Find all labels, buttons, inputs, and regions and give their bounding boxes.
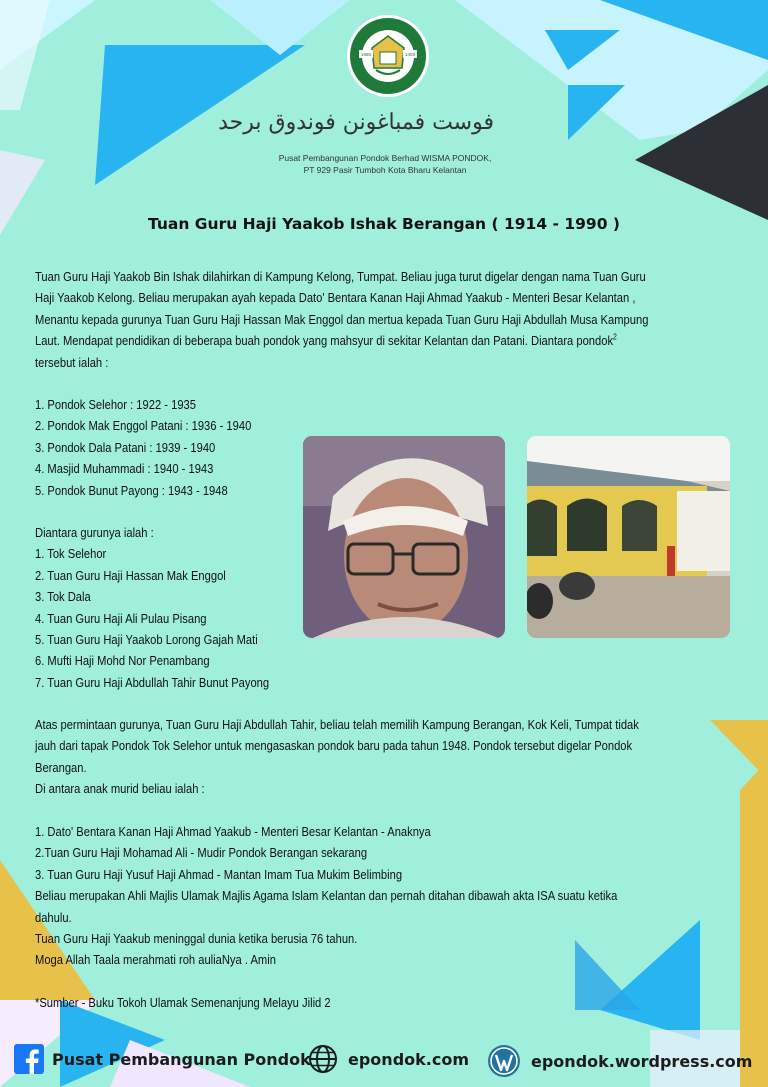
closing-line: 3. Tuan Guru Haji Yusuf Haji Ahmad - Mantan Imam Tua Mukim Belimbing [35,866,403,882]
closing-line: dahulu. [35,909,72,925]
list-item: 7. Tuan Guru Haji Abdullah Tahir Bunut Payong [35,674,270,690]
closing-line: 2.Tuan Guru Haji Mohamad Ali - Mudir Pondok Berangan sekarang [35,845,368,861]
intro-line: tersebut ialah : [35,354,109,370]
pondok-list [35,394,251,501]
page-title: Tuan Guru Haji Yaakob Ishak Berangan ( 1914 - 1990 ) [148,215,620,233]
facebook-icon [14,1044,44,1074]
logo-year-left: 1988 [360,52,372,57]
website-link[interactable] [308,1044,469,1074]
list-item: 3. Tok Dala [35,589,91,605]
closing-line [35,971,639,992]
intro-paragraph [35,266,648,373]
facebook-label: Pusat Pembangunan Pondok [52,1049,311,1069]
list-item: 5. Pondok Bunut Payong : 1943 - 1948 [35,482,228,498]
closing-line: Moga Allah Taala merahmati roh auliaNya . Amin [35,952,276,968]
intro-line: Menantu kepada gurunya Tuan Guru Haji Hassan Mak Enggol dan mertua kepada Tuan Guru Haji Abdullah Musa Kampung [35,311,649,327]
wordpress-link[interactable] [487,1044,752,1078]
wordpress-label: epondok.wordpress.com [531,1051,753,1071]
closing-line: Tuan Guru Haji Yaakub meninggal dunia ketika berusia 76 tahun. [35,931,358,947]
list-item: 5. Tuan Guru Haji Yaakob Lorong Gajah Mati [35,632,258,648]
closing-line: Berangan. [35,759,87,775]
list-item: 4. Masjid Muhammadi : 1940 - 1943 [35,461,214,477]
list-item: 2. Tuan Guru Haji Hassan Mak Enggol [35,567,226,583]
closing-line: Di antara anak murid beliau ialah : [35,781,205,797]
address-line: Pusat Pembangunan Pondok Berhad WISMA PONDOK, [278,153,492,163]
intro-line-text: Laut. Mendapat pendidikan di beberapa buah pondok yang mahsyur di sekitar Kelantan dan Patani. Diantara pondok [35,333,614,349]
pondok-logo [346,14,430,98]
globe-icon [308,1044,338,1074]
address-line: PT 929 Pasir Tumboh Kota Bharu Kelantan [303,165,467,175]
footer [0,1036,768,1080]
list-item: 1. Tok Selehor [35,546,107,562]
list-item: 1. Pondok Selehor : 1922 - 1935 [35,397,196,412]
list-item: 3. Pondok Dala Patani : 1939 - 1940 [35,439,216,455]
source-note: *Sumber - Buku Tokoh Ulamak Semenanjung Melayu Jilid 2 [35,995,331,1011]
portrait-photo [303,436,505,638]
pondok-building-photo [527,436,730,638]
arabic-motto: فوست فمباغونن فوندوق برحد [218,110,494,135]
address [200,152,570,176]
closing-line: Atas permintaan gurunya, Tuan Guru Haji Abdullah Tahir, beliau telah memilih Kampung Berangan, Kok Keli, Tumpat tidak [35,717,639,732]
closing-line [35,800,639,821]
closing-line: Beliau merupakan Ahli Majlis Ulamak Majlis Agama Islam Kelantan dan pernah ditahan dibawah akta ISA suatu ketika [35,888,618,904]
list-item: 2. Pondok Mak Enggol Patani : 1936 - 1940 [35,418,252,434]
closing-line: jauh dari tapak Pondok Tok Selehor untuk mengasaskan pondok baru pada tahun 1948. Pondok tersebut digelar Pondok [35,738,633,754]
teachers-section [35,522,269,693]
wordpress-icon [487,1044,521,1078]
closing-line: 1. Dato' Bentara Kanan Haji Ahmad Yaakub - Menteri Besar Kelantan - Anaknya [35,824,431,840]
intro-line: Tuan Guru Haji Yaakob Bin Ishak dilahirkan di Kampung Kelong, Tumpat. Beliau juga turut digelar dengan nama Tuan Guru [35,269,646,284]
closing-section [35,714,639,1014]
list-item: 4. Tuan Guru Haji Ali Pulau Pisang [35,610,207,626]
list-item: 6. Mufti Haji Mohd Nor Penambang [35,653,210,669]
teachers-heading: Diantara gurunya ialah : [35,525,154,540]
logo-year-right: 1409 [404,52,416,57]
intro-line: Haji Yaakob Kelong. Beliau merupakan ayah kepada Dato' Bentara Kanan Haji Ahmad Yaakub - Menteri Besar Kelantan , [35,290,636,306]
intro-line [35,330,648,351]
website-label: epondok.com [348,1049,469,1069]
footnote-marker: 2 [613,332,617,342]
facebook-link[interactable] [14,1044,311,1074]
